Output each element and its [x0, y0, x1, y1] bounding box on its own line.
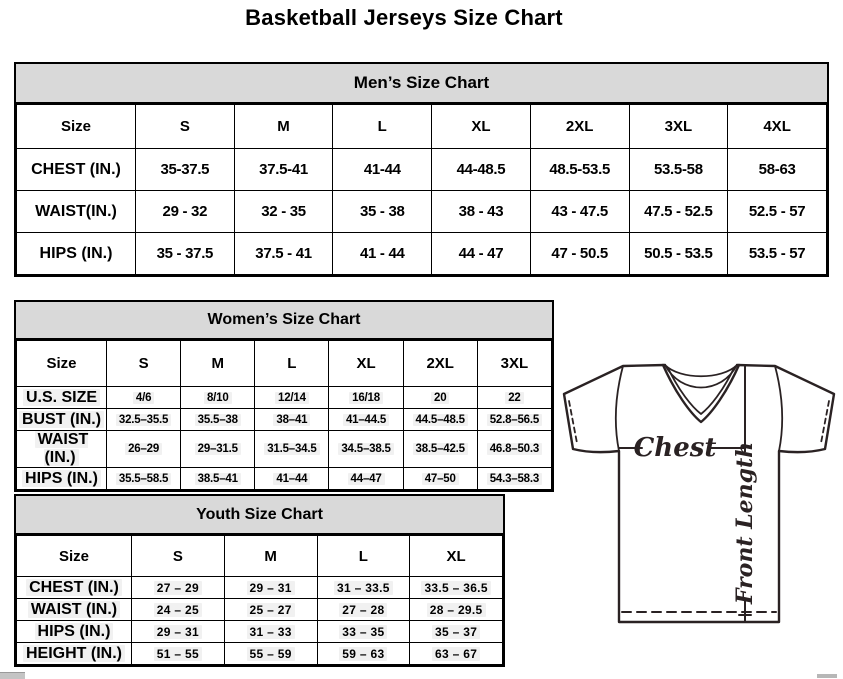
size-value: 50.5 - 53.5 — [644, 245, 713, 262]
size-header: 4XL — [728, 105, 827, 149]
row-label-cell — [17, 431, 107, 468]
row-label-cell — [17, 387, 107, 409]
row-label: HIPS (IN.) — [35, 623, 114, 640]
row-label-cell — [17, 233, 136, 275]
size-value-cell — [136, 233, 235, 275]
row-label-cell — [17, 599, 132, 621]
row-label-cell — [17, 409, 107, 431]
size-value-cell — [530, 233, 629, 275]
size-header: XL — [329, 341, 403, 387]
size-header: S — [132, 536, 225, 577]
size-value-cell — [136, 191, 235, 233]
size-value-cell — [224, 577, 317, 599]
size-value-cell — [317, 643, 410, 665]
size-value-cell — [181, 431, 255, 468]
size-value: 44.5–48.5 — [413, 414, 468, 426]
size-value: 29–31.5 — [195, 443, 241, 455]
size-value-cell — [132, 643, 225, 665]
size-value: 31 – 33.5 — [334, 581, 393, 595]
size-value: 54.3–58.3 — [487, 473, 542, 485]
size-header: XL — [410, 536, 503, 577]
column-header-row — [17, 536, 503, 577]
size-value-cell — [410, 643, 503, 665]
size-value-cell — [403, 409, 477, 431]
youth-size-chart — [14, 494, 505, 667]
size-value-cell — [333, 233, 432, 275]
horizontal-scrollbar-fragment[interactable] — [817, 674, 837, 678]
size-value: 35.5–38 — [195, 414, 241, 426]
size-value-cell — [234, 149, 333, 191]
size-value-cell — [234, 191, 333, 233]
size-value: 53.5-58 — [653, 161, 703, 178]
row-label: WAIST(IN.) — [35, 202, 117, 220]
size-value-cell — [477, 468, 551, 490]
vneck-inner — [668, 368, 734, 414]
size-value-cell — [107, 409, 181, 431]
table-row — [17, 191, 827, 233]
size-column-header: Size — [17, 105, 136, 149]
womens-size-chart — [14, 300, 554, 492]
row-label-cell — [17, 643, 132, 665]
size-value-cell — [329, 431, 403, 468]
size-value: 41-44 — [363, 161, 401, 178]
size-value-cell — [132, 577, 225, 599]
size-header: XL — [432, 105, 531, 149]
size-value-cell — [410, 621, 503, 643]
row-label: CHEST (IN.) — [31, 160, 121, 178]
row-label-cell — [17, 149, 136, 191]
size-value: 44-48.5 — [456, 161, 506, 178]
size-value-cell — [136, 149, 235, 191]
size-column-header: Size — [17, 536, 132, 577]
table-row — [17, 387, 552, 409]
page-title: Basketball Jerseys Size Chart — [245, 5, 563, 30]
size-value-cell — [255, 431, 329, 468]
size-value: 24 – 25 — [154, 603, 202, 617]
size-value: 53.5 - 57 — [748, 245, 806, 262]
table-row — [17, 233, 827, 275]
size-header: M — [234, 105, 333, 149]
size-value: 27 – 29 — [154, 581, 202, 595]
mens-table-title: Men’s Size Chart — [16, 64, 827, 104]
youth-table-title: Youth Size Chart — [16, 496, 503, 535]
size-value-cell — [728, 233, 827, 275]
size-value-cell — [224, 643, 317, 665]
chest-label: Chest — [633, 433, 717, 463]
womens-table-title: Women’s Size Chart — [16, 302, 552, 340]
size-value-cell — [477, 387, 551, 409]
size-value: 43 - 47.5 — [551, 203, 608, 220]
size-header: S — [107, 341, 181, 387]
size-value: 63 – 67 — [432, 647, 480, 661]
size-column-header: Size — [17, 341, 107, 387]
size-value-cell — [132, 621, 225, 643]
table-row — [17, 149, 827, 191]
size-value: 46.8–50.3 — [487, 443, 542, 455]
size-value: 33.5 – 36.5 — [421, 581, 490, 595]
size-value: 32.5–35.5 — [116, 414, 171, 426]
size-value: 35 - 37.5 — [156, 245, 214, 262]
size-value: 44–47 — [348, 473, 385, 485]
row-label: WAIST (IN.) — [28, 601, 120, 618]
size-value-cell — [329, 468, 403, 490]
row-label: U.S. SIZE — [23, 389, 100, 406]
size-value-cell — [107, 431, 181, 468]
size-header: L — [317, 536, 410, 577]
size-value-cell — [629, 149, 728, 191]
row-label: BUST (IN.) — [19, 411, 104, 428]
size-value-cell — [224, 621, 317, 643]
row-label-cell — [17, 468, 107, 490]
size-value-cell — [255, 387, 329, 409]
size-value-cell — [181, 468, 255, 490]
table-row — [17, 621, 503, 643]
size-value-cell — [107, 387, 181, 409]
table-row — [17, 431, 552, 468]
size-value: 12/14 — [275, 392, 309, 404]
right-armhole-seam — [775, 366, 782, 451]
size-value-cell — [317, 599, 410, 621]
size-header: M — [181, 341, 255, 387]
size-value: 41–44.5 — [343, 414, 389, 426]
size-value: 41 - 44 — [359, 245, 405, 262]
size-value-cell — [181, 409, 255, 431]
size-value-cell — [255, 468, 329, 490]
size-value: 35.5–58.5 — [116, 473, 171, 485]
size-value-cell — [132, 599, 225, 621]
collar-back-arc — [665, 365, 737, 376]
size-header: L — [333, 105, 432, 149]
size-value: 58-63 — [758, 161, 796, 178]
size-value-cell — [530, 191, 629, 233]
size-value: 38 - 43 — [458, 203, 504, 220]
table-row — [17, 468, 552, 490]
size-value-cell — [329, 387, 403, 409]
size-value: 59 – 63 — [339, 647, 387, 661]
size-header: M — [224, 536, 317, 577]
size-value-cell — [224, 599, 317, 621]
row-label: WAIST (IN.) — [35, 431, 89, 466]
front-length-label: Front Length — [732, 441, 758, 605]
size-value-cell — [728, 149, 827, 191]
size-header: 2XL — [403, 341, 477, 387]
size-value: 35 – 37 — [432, 625, 480, 639]
size-value-cell — [317, 621, 410, 643]
size-value: 27 – 28 — [339, 603, 387, 617]
row-label-cell — [17, 621, 132, 643]
size-value-cell — [329, 409, 403, 431]
column-header-row — [17, 105, 827, 149]
size-value-cell — [410, 599, 503, 621]
horizontal-scrollbar-fragment[interactable] — [0, 672, 25, 679]
size-value-cell — [403, 387, 477, 409]
size-value: 29 – 31 — [247, 581, 295, 595]
size-value: 29 - 32 — [162, 203, 208, 220]
column-header-row — [17, 341, 552, 387]
table-row — [17, 577, 503, 599]
size-value-cell — [107, 468, 181, 490]
size-value-cell — [629, 233, 728, 275]
size-value: 41–44 — [273, 473, 310, 485]
size-value: 35-37.5 — [160, 161, 210, 178]
size-value-cell — [181, 387, 255, 409]
table-row — [17, 599, 503, 621]
size-value: 35 - 38 — [359, 203, 405, 220]
size-value: 28 – 29.5 — [427, 603, 486, 617]
size-value: 8/10 — [204, 392, 232, 404]
size-header: L — [255, 341, 329, 387]
size-value: 52.8–56.5 — [487, 414, 542, 426]
size-value: 38–41 — [273, 414, 310, 426]
size-value: 37.5 - 41 — [255, 245, 312, 262]
mens-table — [16, 104, 827, 275]
size-value: 20 — [431, 392, 449, 404]
size-value-cell — [477, 409, 551, 431]
size-value-cell — [432, 149, 531, 191]
size-value-cell — [333, 191, 432, 233]
size-value: 55 – 59 — [247, 647, 295, 661]
row-label-cell — [17, 577, 132, 599]
size-value: 25 – 27 — [247, 603, 295, 617]
left-armhole-seam — [616, 366, 623, 451]
size-value: 48.5-53.5 — [549, 161, 610, 178]
size-value: 4/6 — [133, 392, 154, 404]
size-value-cell — [530, 149, 629, 191]
size-value: 37.5-41 — [259, 161, 308, 178]
table-row — [17, 643, 503, 665]
jersey-measurement-diagram — [558, 356, 840, 651]
row-label: HIPS (IN.) — [39, 244, 113, 262]
size-value: 29 – 31 — [154, 625, 202, 639]
size-value-cell — [410, 577, 503, 599]
size-value: 22 — [505, 392, 523, 404]
table-row — [17, 409, 552, 431]
size-value: 31 – 33 — [247, 625, 295, 639]
size-value-cell — [477, 431, 551, 468]
size-value-cell — [255, 409, 329, 431]
size-value-cell — [432, 191, 531, 233]
row-label: HEIGHT (IN.) — [23, 645, 125, 662]
size-value: 47–50 — [422, 473, 459, 485]
size-value-cell — [317, 577, 410, 599]
size-value-cell — [403, 431, 477, 468]
size-value-cell — [728, 191, 827, 233]
size-value: 16/18 — [349, 392, 383, 404]
size-header: S — [136, 105, 235, 149]
size-header: 2XL — [530, 105, 629, 149]
jersey-outline-shape — [564, 365, 834, 622]
size-value: 44 - 47 — [458, 245, 504, 262]
youth-table — [16, 535, 503, 665]
womens-table — [16, 340, 552, 490]
size-value: 32 - 35 — [261, 203, 306, 220]
row-label: HIPS (IN.) — [22, 470, 101, 487]
size-value: 31.5–34.5 — [264, 443, 319, 455]
size-value-cell — [234, 233, 333, 275]
size-value: 33 – 35 — [339, 625, 387, 639]
row-label-cell — [17, 191, 136, 233]
size-value-cell — [333, 149, 432, 191]
size-value: 38.5–42.5 — [413, 443, 468, 455]
size-value-cell — [403, 468, 477, 490]
row-label: CHEST (IN.) — [26, 579, 122, 596]
size-value-cell — [432, 233, 531, 275]
mens-size-chart — [14, 62, 829, 277]
size-value: 47 - 50.5 — [551, 245, 608, 262]
size-value: 47.5 - 52.5 — [644, 203, 713, 220]
size-value: 38.5–41 — [195, 473, 241, 485]
size-value: 34.5–38.5 — [338, 443, 393, 455]
size-header: 3XL — [477, 341, 551, 387]
size-value: 52.5 - 57 — [748, 203, 806, 220]
size-value-cell — [629, 191, 728, 233]
size-value: 26–29 — [125, 443, 162, 455]
size-header: 3XL — [629, 105, 728, 149]
size-value: 51 – 55 — [154, 647, 202, 661]
